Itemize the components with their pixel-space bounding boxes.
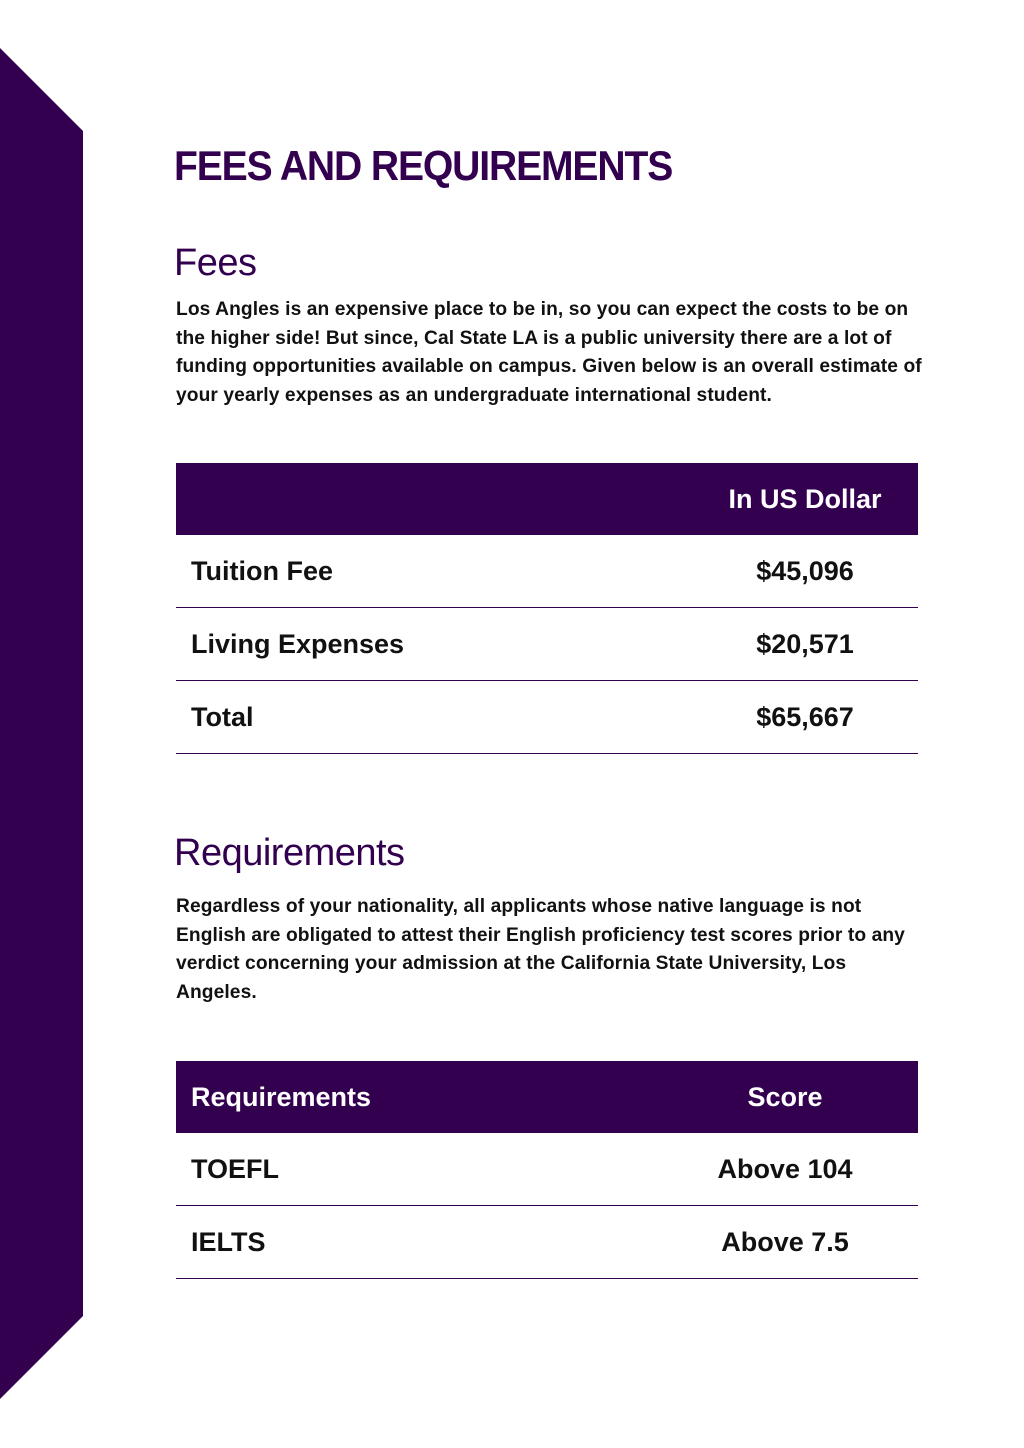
- requirements-heading: Requirements: [174, 832, 405, 874]
- requirement-row-label: IELTS: [191, 1227, 266, 1257]
- fees-paragraph: Los Angles is an expensive place to be in, so you can expect the costs to be on the higher side! But since, Cal State LA is a public university there are a lot of funding opportunities available on campus. Given below is an overall estimate of your yearly expenses as an undergraduate international student.: [176, 299, 922, 406]
- fee-row-value: $45,096: [756, 556, 854, 586]
- table-row: [176, 535, 918, 608]
- requirements-table: [176, 1061, 918, 1279]
- fees-table-header: [176, 463, 918, 535]
- requirement-row-label: TOEFL: [191, 1154, 280, 1184]
- table-row: [176, 681, 918, 754]
- requirement-row-score: Above 7.5: [721, 1227, 849, 1257]
- fee-row-value: $65,667: [756, 702, 854, 732]
- table-row: [176, 608, 918, 681]
- requirements-table-header-label: Requirements: [191, 1082, 372, 1112]
- page-title: FEES AND REQUIREMENTS: [174, 142, 673, 189]
- requirements-table-header: [176, 1061, 918, 1133]
- requirements-table-header-score: Score: [747, 1082, 823, 1112]
- decorative-side-band: [0, 0, 90, 1448]
- fees-table-header-currency: In US Dollar: [728, 484, 882, 514]
- table-row: [176, 1133, 918, 1206]
- fees-heading: Fees: [174, 242, 257, 284]
- fee-row-label: Living Expenses: [191, 629, 405, 659]
- fee-row-label: Total: [191, 702, 254, 732]
- fee-row-value: $20,571: [756, 629, 854, 659]
- fees-table: [176, 463, 918, 754]
- table-row: [176, 1206, 918, 1279]
- requirement-row-score: Above 104: [717, 1154, 853, 1184]
- requirements-paragraph: Regardless of your nationality, all applicants whose native language is not English are obligated to attest their English proficiency test scores prior to any verdict concerning your admission at the California State University, Los Angeles.: [176, 896, 905, 1003]
- fee-row-label: Tuition Fee: [191, 556, 333, 586]
